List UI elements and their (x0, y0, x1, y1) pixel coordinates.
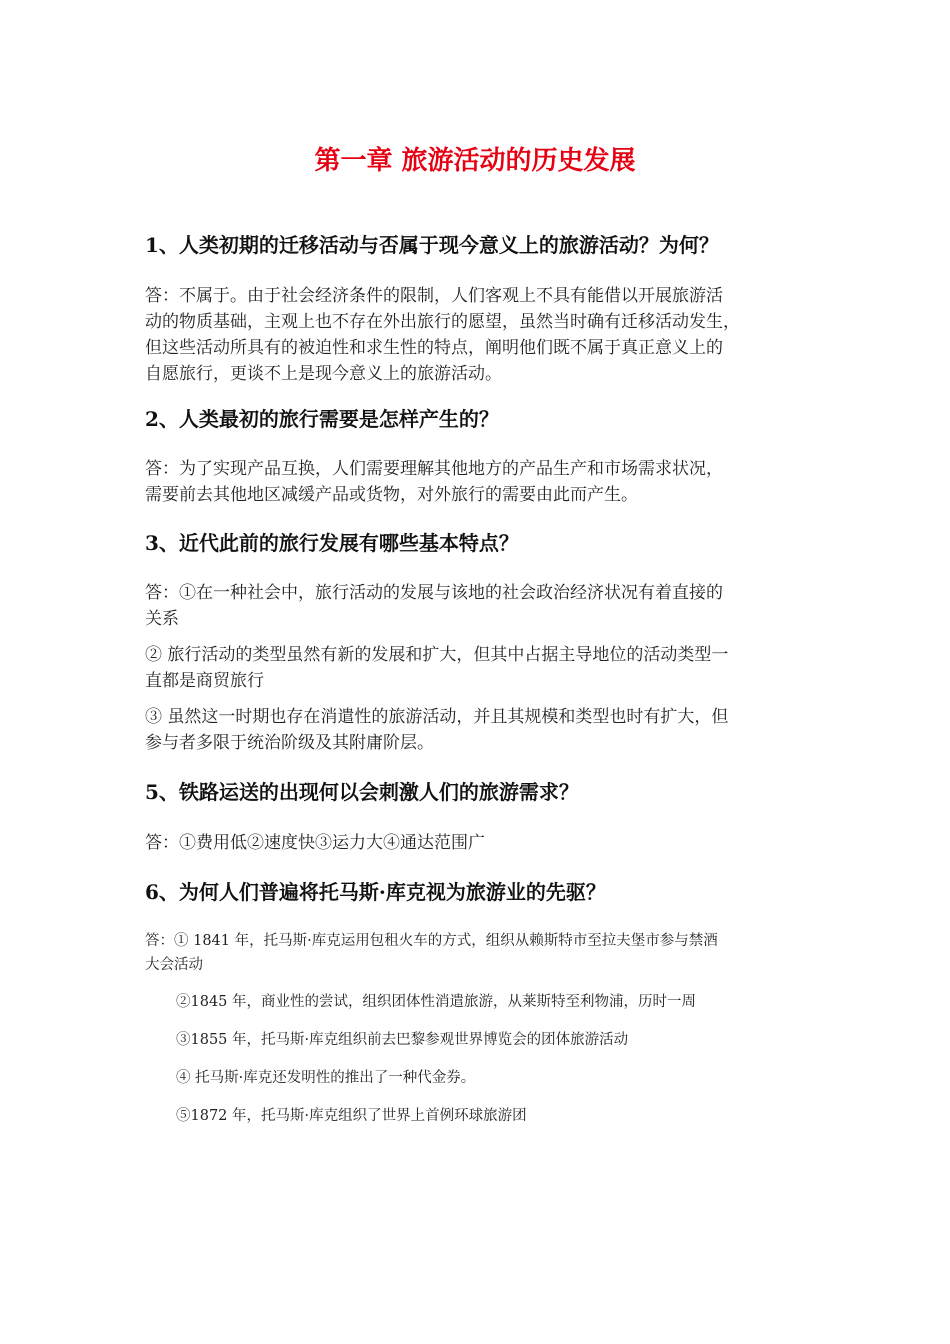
answer-6-item-1-line-1: 答：① 1841 年，托马斯·库克运用包租火车的方式，组织从赖斯特市至拉夫堡市参与禁酒 (145, 933, 718, 949)
answer-3-point-3-line-2: 参与者多限于统治阶级及其附庸阶层。 (145, 733, 434, 753)
answer-6-item-1 (145, 929, 718, 977)
answer-2-line-2: 需要前去其他地区减缓产品或货物，对外旅行的需要由此而产生。 (145, 485, 638, 505)
answer-3-point-2-line-1: ② 旅行活动的类型虽然有新的发展和扩大，但其中占据主导地位的活动类型一 (145, 645, 729, 665)
question-1: 1、人类初期的迁移活动与否属于现今意义上的旅游活动？为何？ (145, 233, 719, 257)
answer-1 (145, 283, 825, 387)
answer-5 (145, 830, 825, 856)
answer-3-point-2 (145, 642, 825, 694)
answer-5-line: 答：①费用低②速度快③运力大④通达范围广 (145, 833, 485, 853)
answer-6-item-2: ②1845 年，商业性的尝试，组织团体性消遣旅游，从莱斯特至利物浦，历时一周 (176, 994, 697, 1010)
chapter-title: 第一章 旅游活动的历史发展 (314, 146, 636, 176)
answer-1-line-4: 自愿旅行，更谈不上是现今意义上的旅游活动。 (145, 364, 502, 384)
answer-6-item-5: ⑤1872 年，托马斯·库克组织了世界上首例环球旅游团 (176, 1108, 527, 1124)
answer-6-item-3: ③1855 年，托马斯·库克组织前去巴黎参观世界博览会的团体旅游活动 (176, 1032, 629, 1048)
question-5: 5、铁路运送的出现何以会刺激人们的旅游需求？ (145, 780, 579, 804)
answer-2 (145, 456, 825, 508)
answer-2-line-1: 答：为了实现产品互换，人们需要理解其他地方的产品生产和市场需求状况， (145, 459, 723, 479)
answer-3-point-3-line-1: ③ 虽然这一时期也存在消遣性的旅游活动，并且其规模和类型也时有扩大，但 (145, 707, 729, 727)
question-2: 2、人类最初的旅行需要是怎样产生的？ (145, 407, 499, 431)
answer-3-point-1 (145, 580, 825, 632)
question-6: 6、为何人们普遍将托马斯·库克视为旅游业的先驱？ (145, 880, 606, 904)
answer-1-line-3: 但这些活动所具有的被迫性和求生性的特点，阐明他们既不属于真正意义上的 (145, 338, 723, 358)
answer-3-point-1-line-2: 关系 (145, 609, 179, 629)
answer-3-point-1-line-1: 答：①在一种社会中，旅行活动的发展与该地的社会政治经济状况有着直接的 (145, 583, 723, 603)
answer-3-point-3 (145, 704, 825, 756)
answer-1-line-1: 答：不属于。由于社会经济条件的限制，人们客观上不具有能借以开展旅游活 (145, 286, 723, 306)
answer-3-point-2-line-2: 直都是商贸旅行 (145, 671, 264, 691)
answer-1-line-2: 动的物质基础，主观上也不存在外出旅行的愿望，虽然当时确有迁移活动发生， (145, 312, 740, 332)
answer-6-item-1-line-2: 大会活动 (145, 957, 203, 973)
question-3: 3、近代此前的旅行发展有哪些基本特点？ (145, 531, 519, 555)
answer-6-item-4: ④ 托马斯·库克还发明性的推出了一种代金券。 (176, 1070, 476, 1086)
